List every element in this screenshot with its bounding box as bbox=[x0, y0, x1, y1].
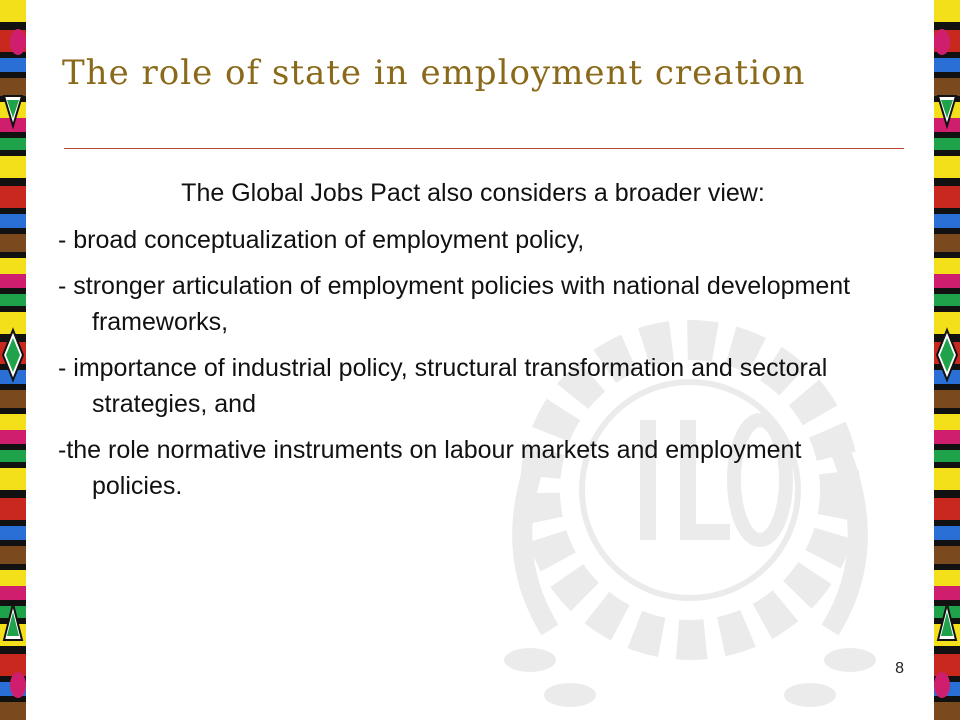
border-shapes-icon bbox=[0, 0, 26, 720]
intro-text: The Global Jobs Pact also considers a broader view: bbox=[181, 179, 765, 207]
title-divider bbox=[64, 148, 904, 149]
slide-title: The role of state in employment creation bbox=[62, 52, 806, 93]
bullet-item: - stronger articulation of employment policies with national development frameworks, bbox=[58, 272, 851, 336]
bullet-item: - importance of industrial policy, structural transformation and sectoral strategies, and bbox=[58, 354, 828, 418]
bullet-item: -the role normative instruments on labour markets and employment policies. bbox=[58, 436, 802, 500]
bullet-item: - broad conceptualization of employment policy, bbox=[58, 226, 585, 254]
page-number: 8 bbox=[895, 660, 904, 677]
slide-content bbox=[58, 176, 888, 514]
left-pattern-border bbox=[0, 0, 26, 720]
